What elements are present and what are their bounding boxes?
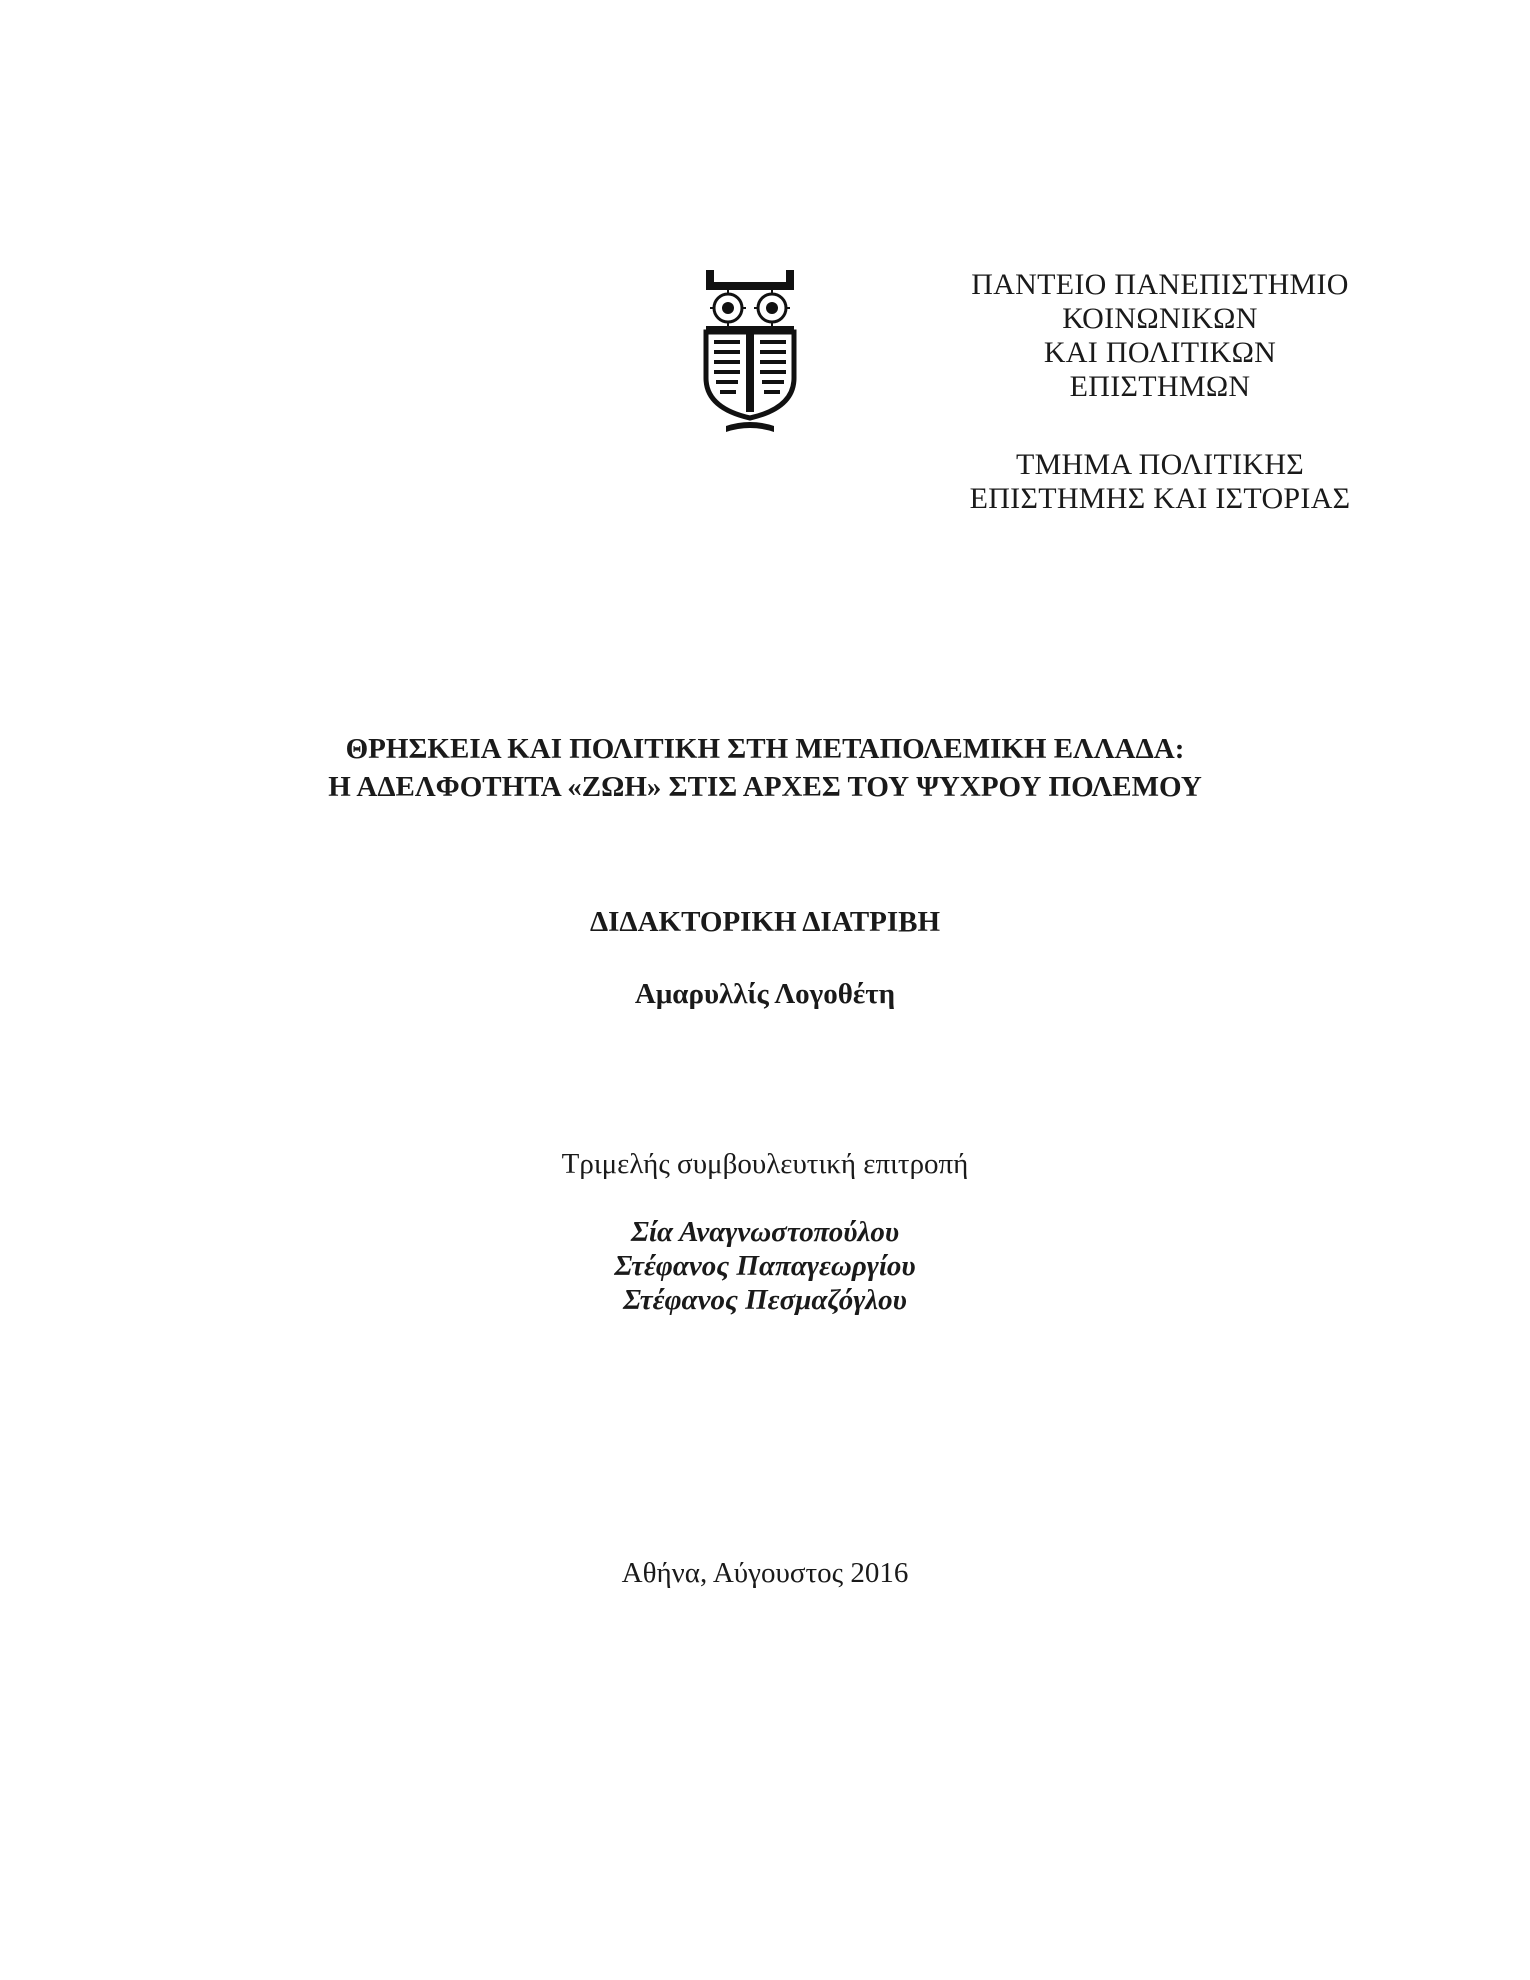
institution-line: ΠΑΝΤΕΙΟ ΠΑΝΕΠΙΣΤΗΜΙΟ <box>971 268 1349 301</box>
title-line: ΘΡΗΣΚΕΙΑ ΚΑΙ ΠΟΛΙΤΙΚΗ ΣΤΗ ΜΕΤΑΠΟΛΕΜΙΚΗ ΕΛΛΑΔΑ: <box>345 733 1185 765</box>
thesis-title <box>0 730 1530 806</box>
department-line: ΕΠΙΣΤΗΜΗΣ ΚΑΙ ΙΣΤΟΡΙΑΣ <box>969 482 1351 515</box>
committee-member: Σία Αναγνωστοπούλου <box>630 1216 900 1248</box>
place-date: Αθήνα, Αύγουστος 2016 <box>621 1557 909 1589</box>
committee-member: Στέφανος Πεσμαζόγλου <box>623 1284 907 1316</box>
institution-line: ΕΠΙΣΤΗΜΩΝ <box>1069 370 1251 403</box>
title-line: Η ΑΔΕΛΦΟΤΗΤΑ «ΖΩΗ» ΣΤΙΣ ΑΡΧΕΣ ΤΟΥ ΨΥΧΡΟΥ ΠΟΛΕΜΟΥ <box>328 771 1202 803</box>
committee-member: Στέφανος Παπαγεωργίου <box>614 1250 916 1282</box>
document-type: ΔΙΔΑΚΤΟΡΙΚΗ ΔΙΑΤΡΙΒΗ <box>589 906 941 938</box>
department-line: ΤΜΗΜΑ ΠΟΛΙΤΙΚΗΣ <box>1015 448 1305 481</box>
committee-list <box>0 1215 1530 1317</box>
committee-heading: Τριμελής συμβουλευτική επιτροπή <box>561 1148 969 1180</box>
institution-name <box>880 268 1440 404</box>
department-name <box>880 448 1440 516</box>
author-name: Αμαρυλλίς Λογοθέτη <box>634 978 896 1010</box>
institution-line: ΚΑΙ ΠΟΛΙΤΙΚΩΝ <box>1043 336 1277 369</box>
university-crest-icon <box>700 268 800 438</box>
institution-line: ΚΟΙΝΩΝΙΚΩΝ <box>1062 302 1258 335</box>
